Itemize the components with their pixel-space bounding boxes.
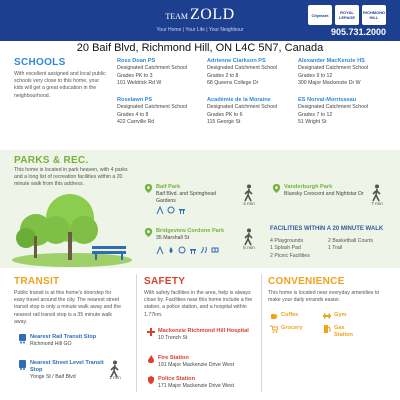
phone-number[interactable]: 905.731.2000 (330, 27, 386, 37)
facility-item: 1 Splash Pad (270, 245, 301, 252)
safety-item (158, 328, 258, 342)
school-name: ES Norval-Morrisseau (298, 97, 357, 103)
transit-description: Public transit is at this home's doorstep for easy travel around the city. The nearest street transit stop is only a minute walk away and the nearest rail transit stop is a 35 minute walk away. (14, 290, 121, 325)
park-amenity-icons (156, 206, 186, 214)
walking-person-icon (243, 184, 255, 202)
fire-station-icon (147, 355, 155, 363)
facility-item: 1 Trail (328, 245, 343, 252)
sports-field-icon (211, 246, 219, 254)
school-type: Designated Catchment School (298, 104, 369, 111)
safety-facility-detail: 191 Major Mackenzie Drive West (158, 362, 235, 369)
park-address: 35 Marshall St (156, 235, 190, 241)
transit-item (30, 334, 122, 348)
logo-brand: ZOLD (190, 6, 235, 23)
safety-facility-detail: 171 Major Mackenzie Drive West (158, 383, 235, 390)
park-name: Baif Park (156, 184, 181, 190)
walking-person-icon (371, 184, 383, 202)
school-type: Designated Catchment School (207, 104, 278, 111)
convenience-label: Gas Station (334, 325, 353, 339)
safety-title: SAFETY (144, 276, 186, 287)
school-item (298, 58, 393, 88)
gas-station-icon (323, 325, 331, 333)
school-item (117, 58, 212, 88)
convenience-title: CONVENIENCE (268, 276, 345, 287)
facilities-list (270, 238, 310, 260)
splash-pad-icon (167, 246, 175, 254)
parks-title: PARKS & REC. (14, 155, 89, 166)
park-address: Bluesky Crescent and Nightstar Dr (284, 191, 364, 197)
school-name: Adrienne Clarkson PS (207, 58, 266, 64)
park-item (156, 228, 246, 242)
police-badge-icon (147, 376, 155, 384)
map-pin-icon (144, 228, 153, 237)
school-address: 51 Wright St (298, 119, 327, 126)
trail-icon (200, 246, 208, 254)
school-type: Designated Catchment School (117, 104, 188, 111)
safety-facility-detail: 10 Trench St (158, 335, 188, 342)
convenience-item (281, 325, 302, 332)
brokerage-badges (308, 5, 386, 25)
schools-description: With excellent assigned and local public schools very close to this home, your kids will get a great education in the neighbourhood. (14, 71, 106, 99)
safety-description: With safety facilities in the area, help is always close by. Facilities near this home include a fire station, a police station, and a hospital within 1.77km. (144, 290, 253, 318)
school-name: Académie de la Moraine (207, 97, 271, 103)
park-amenity-icons (156, 246, 219, 254)
convenience-description: This home is located near everyday amenities to make your daily errands easier. (268, 290, 380, 304)
playground-icon (156, 246, 164, 254)
school-grades: Grades 2 to 8 (207, 72, 239, 79)
convenience-label: Gym (334, 312, 347, 318)
school-name: Roselawn PS (117, 97, 153, 103)
facility-item: 4 Playgrounds (270, 238, 304, 244)
safety-facility-name: Mackenzie Richmond Hill Hospital (158, 328, 249, 334)
school-item (117, 97, 212, 127)
walk-time: 4 min (243, 202, 255, 207)
map-pin-icon (272, 184, 281, 193)
badge-royal-lepage: ROYAL LEPAGE (335, 5, 359, 25)
facilities-list (328, 238, 373, 253)
school-item (207, 97, 302, 127)
picnic-icon (189, 246, 197, 254)
facilities-title: FACILITIES WITHIN A 20 MINUTE WALK (270, 226, 384, 232)
convenience-label: Coffee (281, 312, 299, 318)
school-grades: Grades 7 to 12 (298, 111, 333, 118)
school-address: 68 Queens College Dr (207, 80, 259, 87)
school-grades: Grades 9 to 12 (298, 72, 333, 79)
basketball-icon (167, 206, 175, 214)
park-name: Bridgeview Cordone Park (156, 228, 225, 234)
park-tree-illustration (10, 192, 134, 268)
hospital-icon (147, 328, 155, 336)
school-grades: Grades PK to 3 (117, 72, 153, 79)
transit-stop-detail: Yonge St / Baif Blvd (30, 374, 76, 381)
rail-transit-icon (18, 334, 27, 344)
transit-item (30, 360, 104, 382)
transit-stop-name: Nearest Rail Transit Stop (30, 334, 97, 340)
facility-item: 2 Basketball Courts (328, 238, 373, 244)
section-divider (136, 274, 137, 392)
park-address: Baif Blvd. and Springhead Gardens (156, 191, 216, 204)
school-name: Ross Doan PS (117, 58, 156, 64)
playground-icon (156, 206, 164, 214)
school-name: Alexander MacKenzie HS (298, 58, 365, 64)
badge-richmond-hill: RICHMOND HILL (362, 5, 386, 25)
transit-title: TRANSIT (14, 276, 60, 287)
facility-item: 2 Picnic Facilities (270, 252, 310, 259)
team-zold-logo (138, 6, 262, 33)
safety-facility-name: Police Station (158, 376, 195, 382)
basketball-icon (178, 246, 186, 254)
parks-description: This home is located in park heaven, with 4 parks and a long list of recreation facilities within a 20 minute walk from this address. (14, 167, 128, 187)
school-address: 101 Weldrick Rd W (117, 80, 162, 87)
logo-tagline: Your Home | Your Life | Your Neighbour (156, 27, 244, 33)
school-grades: Grades PK to 6 (207, 111, 243, 118)
school-address: 300 Major Mackenzie Dr W (298, 80, 361, 87)
school-address: 422 Carrville Rd (117, 119, 155, 126)
bus-icon (18, 360, 27, 370)
transit-stop-name: Nearest Street Level Transit Stop (30, 360, 104, 374)
park-name: Vanderburgh Park (284, 184, 333, 190)
park-item (156, 184, 236, 205)
school-item (298, 97, 393, 127)
school-address: 115 George St (207, 119, 241, 126)
walk-time: 1 min (109, 376, 121, 381)
walk-time: 5 min (243, 246, 255, 251)
convenience-item (281, 312, 298, 319)
transit-stop-detail: Richmond Hill GO (30, 341, 72, 348)
school-type: Designated Catchment School (298, 65, 369, 72)
convenience-item (334, 325, 364, 339)
school-type: Designated Catchment School (117, 65, 188, 72)
schools-title: SCHOOLS (14, 57, 66, 68)
map-pin-icon (144, 184, 153, 193)
walk-time: 7 min (371, 202, 383, 207)
park-item (284, 184, 368, 198)
walking-person-icon (243, 228, 255, 246)
safety-item (158, 376, 258, 390)
logo-prefix: TEAM (165, 12, 188, 21)
picnic-icon (178, 206, 186, 214)
safety-facility-name: Fire Station (158, 355, 189, 361)
grocery-cart-icon (270, 325, 278, 333)
convenience-label: Grocery (281, 325, 303, 331)
badge-citymark: Citymark (308, 5, 332, 25)
header-banner (0, 0, 400, 41)
convenience-item (334, 312, 346, 319)
safety-item (158, 355, 258, 369)
coffee-icon (270, 312, 278, 320)
school-grades: Grades 4 to 8 (117, 111, 149, 118)
property-address: 20 Baif Blvd, Richmond Hill, ON L4C 5N7, Canada (76, 42, 324, 54)
school-type: Designated Catchment School (207, 65, 278, 72)
school-item (207, 58, 302, 88)
gym-icon (323, 312, 331, 320)
